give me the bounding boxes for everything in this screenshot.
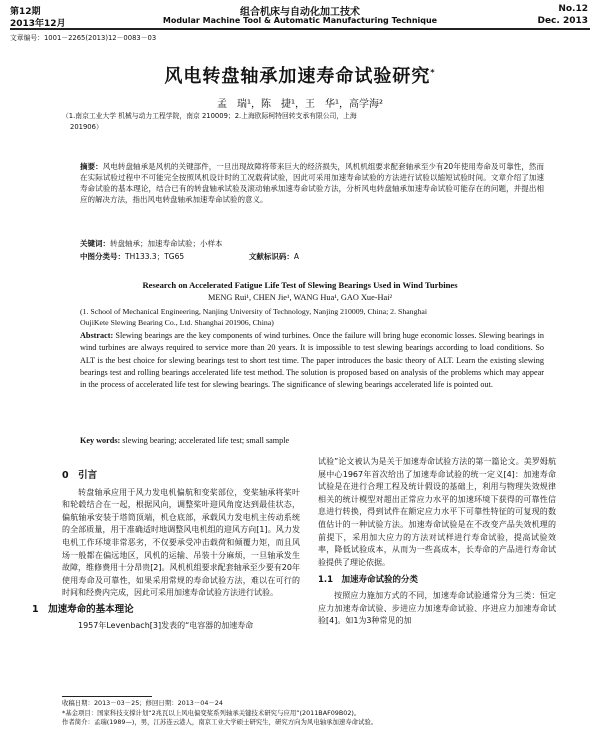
section-1-heading: 1 加速寿命的基本理论 — [32, 603, 134, 615]
doc-code-value: A — [293, 252, 300, 261]
keywords-cn-text: 转盘轴承；加速寿命试验；小样本 — [110, 239, 223, 248]
affiliation-en-line1: (1. School of Mechanical Engineering, Nanjing University of Technology, Nanjing 210009, China; 2. Shanghai — [80, 307, 427, 316]
footnote-fund: *基金项目：国家科技支撑计划“2兆瓦以上风电偏变桨系列轴承关键技术研究与应用”(2011BAF09B02)。 — [62, 708, 361, 717]
article-number: 文章编号：1001－2265(2013)12－0083－03 — [10, 34, 157, 42]
right-paragraph-2: 按照应力施加方式的不同，加速寿命试验通常分为三类：恒定应力加速寿命试验、步进应力加速寿命试验、序进应力加速寿命试验[4]。如1为3种常见的加 — [318, 590, 556, 626]
abstract-cn-text: 风电转盘轴承是风机的关键部件，一旦出现故障将带来巨大的经济损失，风机机组要求配套轴承至少有20年使用寿命及可靠性，然而在实际试验过程中不可能完全按照风机设计时的工况载荷试验，因此可采用加速寿命试验的方法进行试验以缩短试验时间。文章介绍了加速寿命试验的基本理论，结合已有的转盘轴承试验及滚动轴承加速寿命试验方法，分析风电转盘轴承加速寿命试验可能存在的问题，并提出相应的解决方法，指出风电转盘轴承加速寿命试验的意义。 — [80, 162, 545, 204]
right-column — [318, 456, 556, 628]
journal-title-en: Modular Machine Tool & Automatic Manufacturing Technique — [162, 16, 438, 25]
keywords-en-text: slewing bearing; accelerated life test; small sample — [122, 436, 290, 445]
affiliation-cn-line2: 201906） — [70, 123, 103, 131]
keywords-en — [80, 436, 544, 445]
doc-code-label: 文献标识码： — [248, 252, 294, 261]
header-rule — [10, 28, 590, 30]
authors-en: MENG Rui¹, CHEN Jie¹, WANG Hua¹, GAO Xue-Hai² — [207, 293, 392, 302]
clc-value: TH133.3；TG65 — [125, 252, 185, 261]
title-text: 风电转盘轴承加速寿命试验研究 — [164, 66, 431, 87]
footnote-received: 收稿日期：2013－03－25；修回日期：2013－04－24 — [62, 699, 223, 707]
footnotes — [62, 699, 562, 728]
affiliation-en-line2: OujiKete Slewing Bearing Co., Ltd. Shanghai 201906, China) — [80, 318, 274, 327]
keywords-cn-label: 关键词： — [80, 239, 110, 248]
abstract-cn-label: 摘要： — [80, 162, 103, 171]
section-1-1-heading: 1.1 加速寿命试验的分类 — [318, 575, 419, 586]
footnote-author: 作者简介：孟瑞(1989—)，男，江苏连云港人，南京工业大学硕士研究生，研究方向为风电轴承加速寿命试验。 — [62, 718, 378, 726]
footnote-rule — [62, 696, 152, 697]
left-column — [32, 470, 300, 632]
abstract-en — [80, 330, 544, 391]
abstract-cn — [80, 161, 544, 205]
abstract-en-label: Abstract: — [80, 331, 114, 340]
section-1-paragraph: 1957年Levenbach[3]发表的“电容器的加速寿命 — [78, 620, 254, 630]
title-footnote-mark: * — [430, 68, 436, 77]
journal-date: 2013年12月 — [10, 19, 66, 29]
right-paragraph-1: 试验”论文被认为是关于加速寿命试验方法的第一篇论文。美罗姆航展中心1967年首次给出了加速寿命试验的统一定义[4]：加速寿命试验是在进行合理工程及统计假设的基础上，利用与物理失效规律相关的统计模型对超出正常应力水平的加速环境下获得的可靠性信息进行转换，得到试件在额定应力水平下可靠性特征的可复现的数值估计的一种试验方法。加速寿命试验是在不改变产品失效机理的前提下，采用加大应力的方法对试样进行寿命试验，提高试验效率，降低试验成本，从而为一些高成本，长寿命的产品进行寿命试验提供了理论依据。 — [318, 457, 556, 567]
keywords-en-label: Key words: — [80, 436, 121, 445]
section-0-heading: 0 引言 — [62, 470, 98, 481]
journal-number: No.12 — [558, 4, 588, 14]
keywords-cn — [80, 238, 544, 249]
affiliation-cn-line1: （1.南京工业大学 机械与动力工程学院，南京 210009；2.上海欧际柯特回转支承有限公司，上海 — [62, 112, 357, 120]
title-en: Research on Accelerated Fatigue Life Test of Slewing Bearings Used in Wind Turbines — [142, 280, 458, 290]
journal-month: Dec. 2013 — [537, 16, 588, 26]
section-0-paragraph: 转盘轴承应用于风力发电机偏航和变桨部位，变桨轴承将桨叶和轮毂结合在一起，根据风向，调整桨叶迎风角度达到最佳状态，偏航轴承安装于塔筒顶端，机仓底部，承载风力发电机主传动系统的全部质量，用于准确适时地调整风电机组的迎风方向[1]。风力发电机工作环境非常恶劣，不仅要承受冲击载荷和倾覆力矩，而且风场一般都在偏远地区，风机的运输、吊装十分麻烦，一旦轴承发生故障，维修费用十分昂贵[2]。风机机组要求配套轴承至少要有20年使用寿命及可靠性，如果采用常规的寿命试验方法，难以在可行的时间和经费内完成，因此可采用加速寿命试验方法进行试验。 — [62, 487, 300, 598]
abstract-en-text: Slewing bearings are the key components of wind turbines. Once the failure will bring huge economic losses. Slewing bearings in wind turbines are always required to service more than 20 years. It is impossible to test slewing bearings according to load conditions. So ALT is the best choice for slewing bearings test to short test time. The paper introduces the basic theory of ALT. Learn the existing slewing bearings test and rolling bearings accelerated life test method. The solution is proposed based on analysis of the problems which may appear in the process of accelerated life test for slewing bearings. The significance of slewing bearings accelerated life is pointed out. — [80, 331, 544, 390]
journal-title-cn: 组合机床与自动化加工技术 — [240, 7, 360, 18]
page-title — [0, 62, 600, 88]
clc-label: 中图分类号： — [80, 252, 125, 261]
classification-line — [80, 251, 544, 262]
authors-cn: 孟 瑞¹，陈 捷¹，王 华¹，高学海² — [216, 99, 384, 110]
journal-issue: 第12期 — [10, 7, 41, 17]
